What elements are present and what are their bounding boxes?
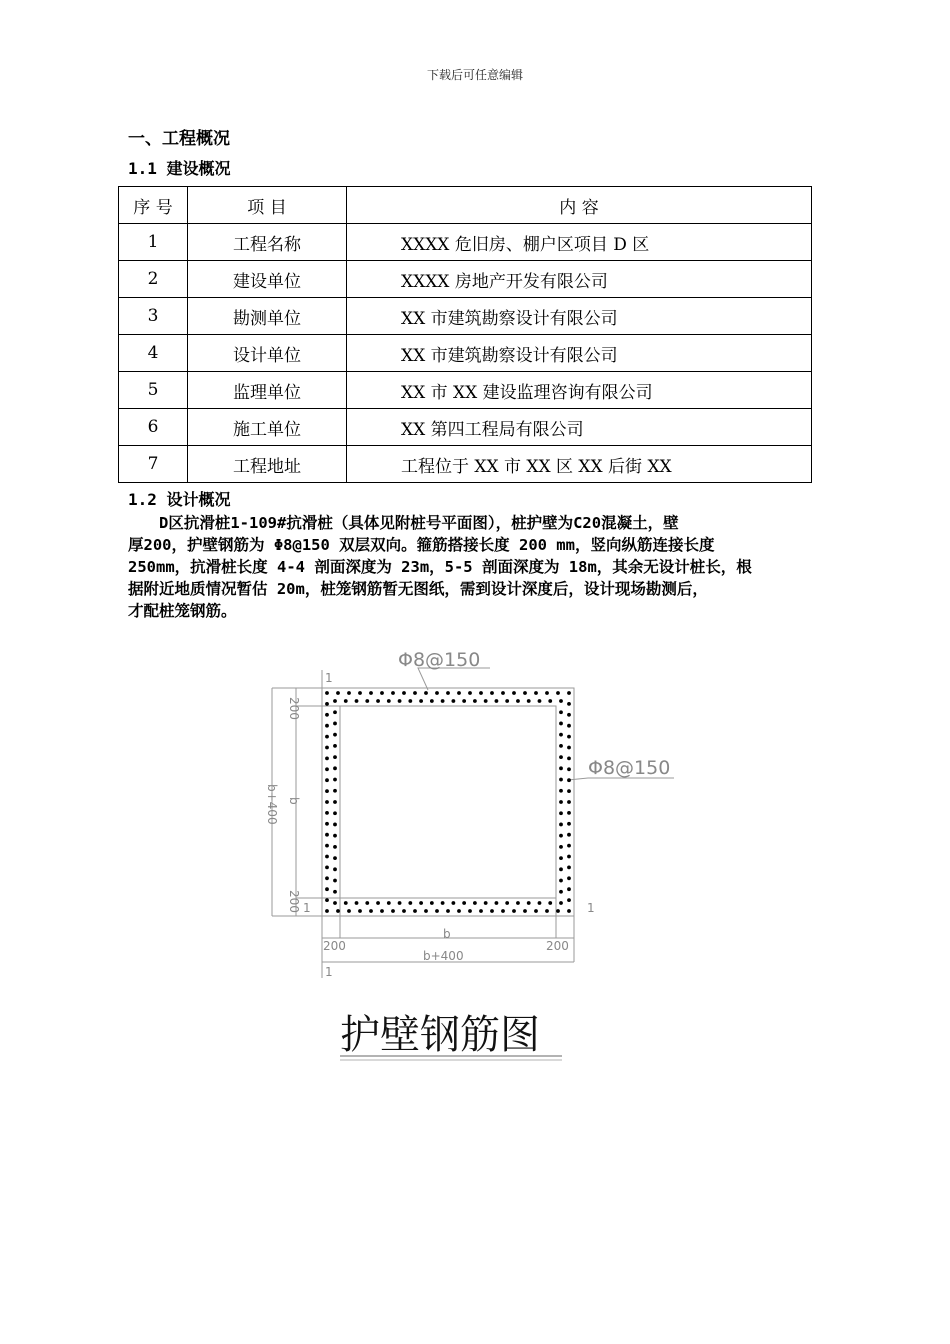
row-no: 5 — [119, 372, 188, 409]
rebar-dot — [505, 699, 509, 703]
rebar-dot — [548, 901, 552, 905]
rebar-dot — [567, 822, 571, 826]
rebar-dot — [344, 699, 348, 703]
rebar-dot — [559, 823, 563, 827]
rebar-dot — [451, 699, 455, 703]
rebar-dot — [333, 710, 337, 714]
row-item: 工程地址 — [188, 446, 347, 483]
rebar-dot — [325, 887, 329, 891]
rebar-dot — [567, 833, 571, 837]
rebar-dot — [556, 909, 560, 913]
rebar-dot — [333, 800, 337, 804]
rebar-dot — [347, 691, 351, 695]
rebar-dot — [391, 909, 395, 913]
rebar-dot — [567, 702, 571, 706]
rebar-dot — [457, 691, 461, 695]
rebar-dot — [333, 811, 337, 815]
rebar-dot — [567, 735, 571, 739]
section-mark-right: 1 — [587, 901, 595, 915]
rebar-dot — [516, 699, 520, 703]
rebar-dot — [451, 901, 455, 905]
header-item: 项 目 — [188, 187, 347, 224]
rebar-dot — [534, 909, 538, 913]
outer-wall-line — [322, 688, 574, 916]
dim-label-200-bottom: 200 — [287, 890, 301, 913]
rebar-dot — [567, 800, 571, 804]
rebar-dot — [512, 691, 516, 695]
dim-label-b-vertical: b — [287, 797, 301, 805]
row-content: XX 第四工程局有限公司 — [347, 409, 812, 446]
rebar-dot — [325, 691, 329, 695]
rebar-dot — [567, 778, 571, 782]
drawing-lines — [272, 668, 674, 1060]
rebar-dot — [333, 845, 337, 849]
rebar-dot — [567, 811, 571, 815]
rebar-dot — [559, 789, 563, 793]
rebar-dot — [325, 844, 329, 848]
rebar-dot — [479, 691, 483, 695]
row-item: 勘测单位 — [188, 298, 347, 335]
rebar-dot — [419, 699, 423, 703]
rebar-dot — [325, 833, 329, 837]
rebar-dot — [462, 699, 466, 703]
rebar-dot — [398, 699, 402, 703]
row-item: 设计单位 — [188, 335, 347, 372]
dim-label-200-right: 200 — [546, 939, 569, 953]
rebar-dot — [559, 800, 563, 804]
rebar-dot — [402, 691, 406, 695]
inner-wall-line — [340, 706, 556, 898]
rebar-dot — [567, 691, 571, 695]
rebar-dot — [336, 691, 340, 695]
rebar-dot — [380, 691, 384, 695]
rebar-dot — [333, 789, 337, 793]
header-no: 序 号 — [119, 187, 188, 224]
rebar-dot — [473, 901, 477, 905]
rebar-dot — [325, 757, 329, 761]
rebar-dot — [336, 909, 340, 913]
rebar-dot — [567, 724, 571, 728]
row-item: 施工单位 — [188, 409, 347, 446]
rebar-dot — [495, 699, 499, 703]
rebar-dot — [567, 767, 571, 771]
rebar-dot — [408, 699, 412, 703]
rebar-dot — [559, 722, 563, 726]
rebar-dot — [333, 733, 337, 737]
rebar-dot — [333, 699, 337, 703]
rebar-dot — [435, 909, 439, 913]
row-content: XX 市建筑勘察设计有限公司 — [347, 298, 812, 335]
rebar-dot — [355, 699, 359, 703]
rebar-dot — [376, 699, 380, 703]
rebar-dot — [567, 866, 571, 870]
rebar-dot — [325, 767, 329, 771]
rebar-dot — [325, 876, 329, 880]
rebar-dot — [333, 823, 337, 827]
rebar-dot — [567, 844, 571, 848]
rebar-dot — [358, 691, 362, 695]
header-content: 内 容 — [347, 187, 812, 224]
paragraph-line: 厚200，护壁钢筋为 Φ8@150 双层双向。箍筋搭接长度 200 mm，竖向纵筋连接长度 — [128, 536, 715, 554]
rebar-dot — [559, 755, 563, 759]
row-content: 工程位于 XX 市 XX 区 XX 后街 XX — [347, 446, 812, 483]
row-no: 1 — [119, 224, 188, 261]
row-content: XXXX 危旧房、棚户区项目 D 区 — [347, 224, 812, 261]
row-no: 4 — [119, 335, 188, 372]
rebar-dot — [473, 699, 477, 703]
rebar-dot — [527, 901, 531, 905]
rebar-dot — [325, 789, 329, 793]
rebar-dot — [468, 691, 472, 695]
rebar-dot — [567, 713, 571, 717]
rebar-dot — [435, 691, 439, 695]
rebar-dot — [347, 909, 351, 913]
rebar-dot — [523, 691, 527, 695]
rebar-dot — [325, 713, 329, 717]
rebar-dot — [559, 845, 563, 849]
row-item: 工程名称 — [188, 224, 347, 261]
rebar-dot — [333, 755, 337, 759]
row-content: XX 市 XX 建设监理咨询有限公司 — [347, 372, 812, 409]
dim-label-b400-horizontal: b+400 — [423, 949, 464, 963]
dim-label-b-horizontal: b — [443, 927, 451, 941]
rebar-dot — [548, 699, 552, 703]
rebar-dot — [516, 901, 520, 905]
rebar-dot — [484, 699, 488, 703]
rebar-dots — [325, 691, 571, 913]
rebar-dot — [333, 867, 337, 871]
section-mark-left: 1 — [303, 901, 311, 915]
paragraph-line: D区抗滑桩1-109#抗滑桩（具体见附桩号平面图），桩护壁为C20混凝土，壁 — [128, 514, 679, 532]
rebar-dot — [527, 699, 531, 703]
label-right-rebar: Φ8@150 — [588, 757, 671, 779]
rebar-dot — [559, 901, 563, 905]
section-label: 建设概况 — [166, 159, 231, 178]
drawing-title: 护壁钢筋图 — [340, 1012, 540, 1058]
section-label: 设计概况 — [166, 490, 231, 509]
rebar-dot — [538, 699, 542, 703]
rebar-dot — [567, 887, 571, 891]
rebar-dot — [325, 724, 329, 728]
paragraph-line: 250mm，抗滑桩长度 4-4 剖面深度为 23m，5-5 剖面深度为 18m，其余无设计桩长，根 — [128, 558, 752, 576]
rebar-dot — [333, 766, 337, 770]
label-top-rebar: Φ8@150 — [398, 649, 481, 671]
rebar-dot — [559, 699, 563, 703]
rebar-dot — [559, 744, 563, 748]
dim-label-200-top: 200 — [287, 697, 301, 720]
rebar-dot — [559, 766, 563, 770]
row-item: 建设单位 — [188, 261, 347, 298]
row-no: 7 — [119, 446, 188, 483]
section-mark-bottom: 1 — [325, 965, 333, 979]
rebar-dot — [325, 866, 329, 870]
section-number: 1.2 — [128, 490, 157, 509]
rebar-dot — [413, 691, 417, 695]
rebar-dot — [501, 691, 505, 695]
rebar-dot — [333, 834, 337, 838]
rebar-dot — [559, 733, 563, 737]
paragraph-line: 据附近地质情况暂估 20m，桩笼钢筋暂无图纸，需到设计深度后，设计现场勘测后， — [128, 580, 708, 598]
dim-label-b400-vertical: b+400 — [265, 784, 279, 825]
rebar-dot — [501, 909, 505, 913]
rebar-dot — [559, 856, 563, 860]
rebar-dot — [333, 744, 337, 748]
rebar-dot — [567, 757, 571, 761]
rebar-dot — [333, 856, 337, 860]
rebar-dot — [387, 901, 391, 905]
rebar-dot — [365, 699, 369, 703]
rebar-dot — [567, 855, 571, 859]
rebar-dot — [462, 901, 466, 905]
rebar-dot — [419, 901, 423, 905]
row-no: 2 — [119, 261, 188, 298]
row-item: 监理单位 — [188, 372, 347, 409]
rebar-dot — [325, 811, 329, 815]
rebar-dot — [468, 909, 472, 913]
rebar-dot — [387, 699, 391, 703]
rebar-dot — [559, 710, 563, 714]
rebar-dot — [545, 691, 549, 695]
rebar-dot — [523, 909, 527, 913]
rebar-dot — [376, 901, 380, 905]
rebar-dot — [325, 800, 329, 804]
rebar-dot — [325, 702, 329, 706]
rebar-dot — [490, 909, 494, 913]
rebar-dot — [402, 909, 406, 913]
header-note: 下载后可任意编辑 — [426, 68, 523, 82]
rebar-dot — [446, 691, 450, 695]
row-content: XX 市建筑勘察设计有限公司 — [347, 335, 812, 372]
rebar-dot — [391, 691, 395, 695]
rebar-dot — [512, 909, 516, 913]
rebar-dot — [567, 898, 571, 902]
rebar-dot — [380, 909, 384, 913]
rebar-dot — [365, 901, 369, 905]
rebar-dot — [413, 909, 417, 913]
section-number: 1.1 — [128, 159, 157, 178]
rebar-dot — [325, 746, 329, 750]
rebar-dot — [430, 699, 434, 703]
section-title-overview: 一、工程概况 — [128, 129, 230, 149]
rebar-dot — [424, 909, 428, 913]
rebar-dot — [333, 778, 337, 782]
rebar-dot — [559, 834, 563, 838]
rebar-dot — [567, 876, 571, 880]
rebar-dot — [538, 901, 542, 905]
rebar-dot — [446, 909, 450, 913]
rebar-dot — [479, 909, 483, 913]
rebar-dot — [369, 691, 373, 695]
paragraph-line: 才配桩笼钢筋。 — [128, 602, 237, 620]
rebar-dot — [325, 822, 329, 826]
rebar-dot — [441, 901, 445, 905]
rebar-dot — [567, 909, 571, 913]
rebar-dot — [559, 778, 563, 782]
rebar-dot — [333, 722, 337, 726]
row-no: 3 — [119, 298, 188, 335]
rebar-dot — [567, 746, 571, 750]
rebar-dot — [333, 890, 337, 894]
rebar-dot — [344, 901, 348, 905]
row-no: 6 — [119, 409, 188, 446]
rebar-dot — [333, 901, 337, 905]
section-mark-top: 1 — [325, 671, 333, 685]
rebar-dot — [325, 735, 329, 739]
rebar-dot — [505, 901, 509, 905]
rebar-dot — [490, 691, 494, 695]
rebar-dot — [559, 867, 563, 871]
rebar-dot — [424, 691, 428, 695]
rebar-dot — [484, 901, 488, 905]
rebar-dot — [398, 901, 402, 905]
rebar-dot — [333, 879, 337, 883]
rebar-dot — [545, 909, 549, 913]
rebar-dot — [325, 898, 329, 902]
rebar-dot — [534, 691, 538, 695]
rebar-dot — [441, 699, 445, 703]
rebar-dot — [408, 901, 412, 905]
rebar-dot — [325, 778, 329, 782]
rebar-dot — [358, 909, 362, 913]
leader-top — [418, 668, 490, 690]
row-content: XXXX 房地产开发有限公司 — [347, 261, 812, 298]
rebar-dot — [355, 901, 359, 905]
rebar-dot — [369, 909, 373, 913]
rebar-dot — [559, 811, 563, 815]
rebar-dot — [559, 879, 563, 883]
rebar-dot — [430, 901, 434, 905]
dim-label-200-left: 200 — [323, 939, 346, 953]
rebar-dot — [457, 909, 461, 913]
rebar-dot — [556, 691, 560, 695]
rebar-dot — [325, 855, 329, 859]
rebar-dot — [325, 909, 329, 913]
rebar-dot — [495, 901, 499, 905]
rebar-dot — [567, 789, 571, 793]
rebar-dot — [559, 890, 563, 894]
